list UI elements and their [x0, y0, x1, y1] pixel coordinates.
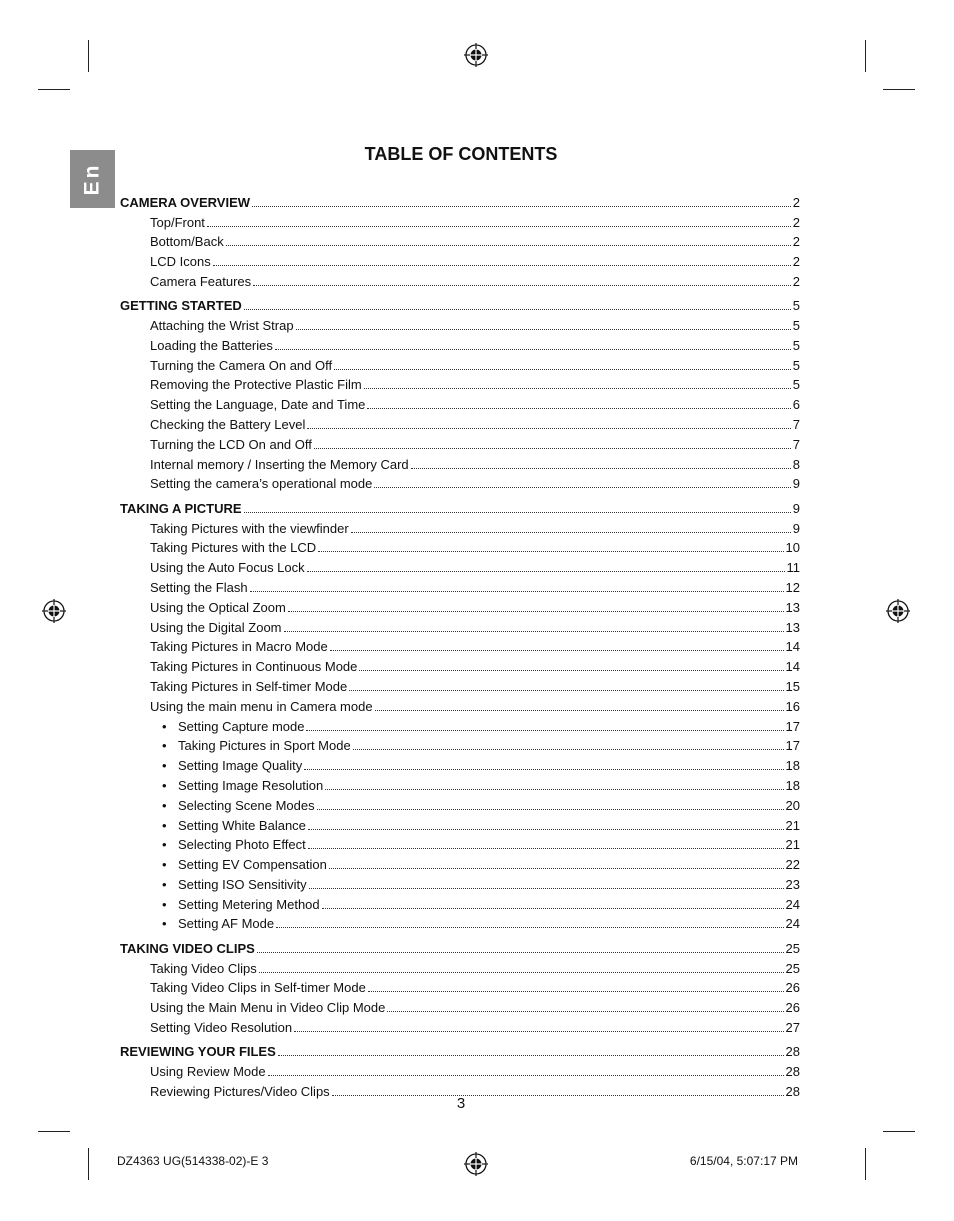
toc-page-number: 18	[785, 758, 800, 774]
dot-leader	[368, 972, 784, 993]
dot-leader	[252, 186, 791, 207]
dot-leader	[317, 789, 784, 810]
toc-page-number: 28	[785, 1083, 800, 1099]
dot-leader	[288, 591, 784, 612]
toc-entry-label: Setting Image Resolution	[178, 777, 324, 793]
toc-section-heading[interactable]	[120, 492, 800, 516]
toc-page-number: 14	[785, 659, 800, 675]
toc-entry-label: Turning the LCD On and Off	[150, 436, 312, 452]
toc-page-number: 14	[785, 639, 800, 655]
toc-entry-label: Taking Pictures with the LCD	[150, 540, 317, 556]
dot-leader	[253, 265, 791, 286]
dot-leader	[275, 329, 791, 350]
crop-mark	[865, 1148, 866, 1180]
toc-section-heading[interactable]	[120, 932, 800, 956]
toc-page-number: 8	[792, 456, 800, 472]
dot-leader	[284, 611, 784, 632]
footer-right: 6/15/04, 5:07:17 PM	[689, 1154, 798, 1168]
dot-leader	[351, 512, 791, 533]
dot-leader	[226, 226, 791, 247]
dot-leader	[374, 468, 790, 489]
bullet-icon: •	[162, 837, 167, 853]
toc-entry-label: Loading the Batteries	[150, 337, 273, 353]
toc-section	[120, 492, 800, 932]
toc-page-number: 6	[792, 397, 800, 413]
toc-page-number: 21	[785, 817, 800, 833]
toc-page-number: 27	[785, 1019, 800, 1035]
toc-page-number: 26	[785, 980, 800, 996]
toc-page-number: 23	[785, 876, 800, 892]
dot-leader	[314, 428, 791, 449]
dot-leader	[257, 932, 784, 953]
toc-section	[120, 289, 800, 492]
crop-mark	[865, 40, 866, 72]
dot-leader	[268, 1055, 784, 1076]
toc-entry[interactable]	[120, 226, 800, 250]
toc-page-number: 13	[785, 619, 800, 635]
toc-page-number: 11	[786, 560, 800, 576]
dot-leader	[294, 1011, 783, 1032]
dot-leader	[278, 1035, 784, 1056]
bullet-icon: •	[162, 758, 167, 774]
toc-entry-label: Taking Pictures in Self-timer Mode	[150, 678, 348, 694]
toc-section	[120, 1035, 800, 1099]
toc-entry-label: Taking Video Clips in Self-timer Mode	[150, 980, 366, 996]
toc-entry-label: Bottom/Back	[150, 234, 224, 250]
toc-entry-label: Using the Optical Zoom	[150, 599, 286, 615]
toc-entry-label: Selecting Scene Modes	[178, 797, 315, 813]
registration-mark-icon	[886, 599, 910, 623]
toc-entry-label: Setting White Balance	[178, 817, 306, 833]
toc-page-number: 20	[785, 797, 800, 813]
dot-leader	[259, 952, 784, 973]
toc-entry-label: TAKING VIDEO CLIPS	[120, 940, 255, 956]
toc-entry-label: Using the Auto Focus Lock	[150, 560, 305, 576]
toc-section-heading[interactable]	[120, 1035, 800, 1060]
toc-entry-label: Setting Metering Method	[178, 896, 320, 912]
toc-entry-label: Checking the Battery Level	[150, 417, 306, 433]
bullet-icon: •	[162, 718, 167, 734]
toc-entry-label: Reviewing Pictures/Video Clips	[150, 1083, 330, 1099]
toc-section	[120, 932, 800, 1035]
toc-entry-label: Setting Image Quality	[178, 758, 303, 774]
toc-page-number: 22	[785, 857, 800, 873]
toc-entry-label: TAKING A PICTURE	[120, 500, 242, 516]
crop-mark	[88, 1148, 89, 1180]
toc-entry[interactable]	[120, 265, 800, 289]
toc-entry-label: LCD Icons	[150, 254, 211, 270]
toc-entry-label: Taking Video Clips	[150, 960, 257, 976]
toc-entry-label: Camera Features	[150, 273, 252, 289]
bullet-icon: •	[162, 896, 167, 912]
dot-leader	[250, 571, 784, 592]
toc-entry-label: Setting Video Resolution	[150, 1019, 293, 1035]
toc-page-number: 2	[792, 254, 800, 270]
toc-page-number: 15	[785, 678, 800, 694]
crop-mark	[38, 1131, 70, 1132]
page-title: TABLE OF CONTENTS	[364, 144, 558, 164]
dot-leader	[309, 868, 784, 889]
toc-entry-label: Selecting Photo Effect	[178, 837, 306, 853]
toc-page-number: 26	[785, 1000, 800, 1016]
toc-page-number: 18	[785, 777, 800, 793]
dot-leader	[353, 730, 784, 751]
dot-leader	[332, 1075, 784, 1096]
bullet-icon: •	[162, 797, 167, 813]
dot-leader	[318, 532, 783, 553]
bullet-icon: •	[162, 857, 167, 873]
dot-leader	[308, 829, 784, 850]
toc-page-number: 5	[792, 377, 800, 393]
toc-page-number: 9	[792, 476, 800, 492]
toc-page-number: 17	[785, 738, 800, 754]
toc-section	[120, 186, 800, 289]
dot-leader	[387, 991, 783, 1012]
dot-leader	[304, 749, 783, 770]
dot-leader	[334, 349, 791, 370]
bullet-icon: •	[162, 876, 167, 892]
dot-leader	[325, 769, 783, 790]
dot-leader	[364, 369, 791, 390]
toc-entry-label: Internal memory / Inserting the Memory Card	[150, 456, 409, 472]
toc-entry-label: REVIEWING YOUR FILES	[120, 1044, 276, 1060]
dot-leader	[367, 388, 790, 409]
toc-entry-label: Setting the Flash	[150, 579, 248, 595]
toc-entry-label: Setting the camera’s operational mode	[150, 476, 373, 492]
toc-entry-label: Taking Pictures in Macro Mode	[150, 639, 328, 655]
toc-page-number: 10	[785, 540, 800, 556]
crop-mark	[883, 1131, 915, 1132]
crop-mark	[88, 40, 89, 72]
bullet-icon: •	[162, 738, 167, 754]
dot-leader	[349, 670, 783, 691]
dot-leader	[329, 848, 784, 869]
dot-leader	[411, 448, 791, 469]
toc-page-number: 25	[785, 960, 800, 976]
toc-entry-label: Setting ISO Sensitivity	[178, 876, 307, 892]
dot-leader	[276, 908, 783, 929]
toc-section-heading[interactable]	[120, 289, 800, 314]
toc-page-number: 2	[792, 194, 800, 210]
page-number: 3	[456, 1095, 466, 1112]
dot-leader	[307, 551, 785, 572]
toc-page-number: 7	[792, 417, 800, 433]
toc-entry[interactable]	[120, 245, 800, 270]
toc-entry-label: Setting EV Compensation	[178, 857, 327, 873]
dot-leader	[207, 206, 791, 227]
registration-mark-icon	[464, 43, 488, 67]
toc-page-number: 2	[792, 273, 800, 289]
toc-page-number: 25	[785, 940, 800, 956]
toc-page-number: 5	[792, 337, 800, 353]
toc-section-heading[interactable]	[120, 186, 800, 210]
toc-entry-label: Setting AF Mode	[178, 916, 275, 932]
toc-page-number: 13	[785, 599, 800, 615]
toc-entry-label: Turning the Camera On and Off	[150, 357, 333, 373]
bullet-icon: •	[162, 916, 167, 932]
toc-entry-label: Using the Main Menu in Video Clip Mode	[150, 1000, 386, 1016]
toc-page-number: 2	[792, 234, 800, 250]
dot-leader	[330, 631, 784, 652]
toc-entry-label: Removing the Protective Plastic Film	[150, 377, 362, 393]
toc-entry-label: Using the Digital Zoom	[150, 619, 282, 635]
toc-page-number: 7	[792, 436, 800, 452]
toc-page-number: 5	[792, 298, 800, 314]
crop-mark	[38, 89, 70, 90]
footer-left: DZ4363 UG(514338-02)-E 3	[117, 1154, 269, 1168]
toc-entry-label: Taking Pictures in Continuous Mode	[150, 659, 358, 675]
toc-page-number: 28	[785, 1044, 800, 1060]
dot-leader	[322, 888, 784, 909]
toc-entry-label: Setting the Language, Date and Time	[150, 397, 366, 413]
toc-entry-label: Attaching the Wrist Strap	[150, 318, 294, 334]
toc-entry-label: Top/Front	[150, 214, 205, 230]
dot-leader	[307, 408, 790, 429]
toc-page-number: 21	[785, 837, 800, 853]
dot-leader	[375, 690, 784, 711]
dot-leader	[359, 650, 783, 671]
dot-leader	[308, 809, 784, 830]
toc-entry-label: GETTING STARTED	[120, 298, 242, 314]
toc-entry-label: Using Review Mode	[150, 1064, 266, 1080]
dot-leader	[213, 245, 791, 266]
toc-page-number: 16	[785, 698, 800, 714]
toc-page-number: 24	[785, 916, 800, 932]
toc-page-number: 17	[785, 718, 800, 734]
language-tab-label: En	[80, 162, 104, 196]
toc-page-number: 12	[785, 579, 800, 595]
toc-page-number: 28	[785, 1064, 800, 1080]
bullet-icon: •	[162, 817, 167, 833]
crop-mark	[883, 89, 915, 90]
dot-leader	[244, 492, 791, 513]
bullet-icon: •	[162, 777, 167, 793]
registration-mark-icon	[42, 599, 66, 623]
registration-mark-icon	[464, 1152, 488, 1176]
toc-page-number: 2	[792, 214, 800, 230]
toc-entry-label: Setting Capture mode	[178, 718, 305, 734]
toc-entry-label: CAMERA OVERVIEW	[120, 194, 251, 210]
toc-page-number: 9	[792, 500, 800, 516]
dot-leader	[306, 710, 783, 731]
dot-leader	[244, 289, 791, 310]
toc-entry-label: Using the main menu in Camera mode	[150, 698, 373, 714]
toc-page-number: 5	[792, 357, 800, 373]
toc-page-number: 9	[792, 520, 800, 536]
toc-entry[interactable]	[120, 206, 800, 230]
toc-entry-label: Taking Pictures in Sport Mode	[178, 738, 351, 754]
toc-entry-label: Taking Pictures with the viewfinder	[150, 520, 349, 536]
toc-page-number: 24	[785, 896, 800, 912]
toc-page-number: 5	[792, 318, 800, 334]
dot-leader	[296, 309, 791, 330]
table-of-contents	[120, 186, 800, 1099]
